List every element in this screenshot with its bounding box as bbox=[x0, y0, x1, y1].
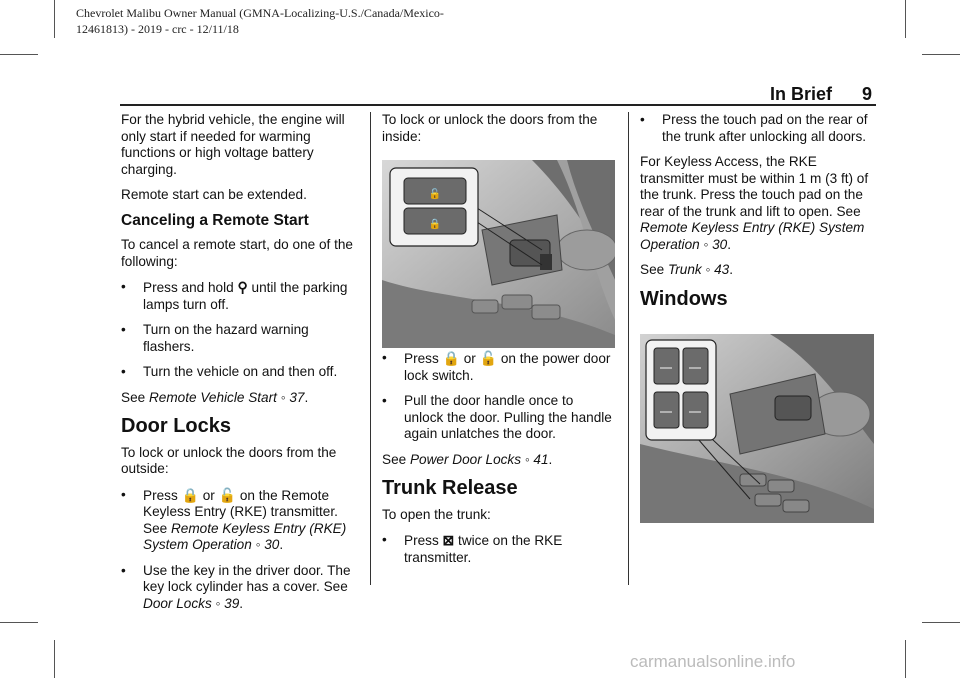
link-power-door-locks[interactable]: Power Door Locks bbox=[409, 451, 522, 467]
list-item: • Pull the door handle once to unlock the door. Pulling the handle again unlatches the door. bbox=[382, 393, 612, 441]
page-ref-icon: ◦ bbox=[255, 537, 261, 552]
door-lock-switch-illustration bbox=[382, 160, 615, 348]
section-title: In Brief bbox=[770, 84, 833, 104]
heading-windows: Windows bbox=[640, 287, 728, 310]
crop-mark bbox=[922, 622, 960, 623]
paragraph: To lock or unlock the doors from the inside: bbox=[382, 112, 598, 144]
column-divider bbox=[370, 112, 371, 585]
page-ref-icon: ◦ bbox=[280, 389, 286, 405]
paragraph: For the hybrid vehicle, the engine will only start if needed for warming functions or high voltage battery charging. bbox=[121, 112, 345, 177]
svg-text:🔒: 🔒 bbox=[428, 219, 442, 230]
list-item: • Press ⊠ twice on the RKE transmitter. bbox=[382, 532, 563, 565]
doc-header-line2: 12461813) - 2019 - crc - 12/11/18 bbox=[76, 22, 239, 36]
doc-header-line1: Chevrolet Malibu Owner Manual (GMNA-Localizing-U.S./Canada/Mexico- bbox=[76, 6, 444, 20]
bullet: • bbox=[382, 350, 387, 365]
paragraph: To open the trunk: bbox=[382, 506, 491, 522]
bullet: • bbox=[121, 322, 126, 337]
list-item: • Turn the vehicle on and then off. bbox=[121, 364, 338, 379]
list-item: • Press the touch pad on the rear of the trunk after unlocking all doors. bbox=[640, 112, 868, 144]
crop-mark bbox=[54, 0, 55, 38]
page-number: 9 bbox=[862, 84, 873, 104]
crop-mark bbox=[905, 640, 906, 678]
lock-icon: 🔒 bbox=[181, 486, 199, 503]
bullet: • bbox=[121, 486, 126, 502]
column-3 bbox=[640, 112, 876, 317]
link-trunk[interactable]: Trunk bbox=[667, 262, 702, 277]
link-door-locks[interactable]: Door Locks bbox=[143, 595, 212, 611]
link-remote-vehicle-start[interactable]: Remote Vehicle Start bbox=[148, 389, 277, 405]
bullet: • bbox=[382, 532, 387, 547]
bullet: • bbox=[121, 562, 126, 578]
heading-canceling-remote-start: Canceling a Remote Start bbox=[121, 211, 309, 229]
remote-start-icon: ⚲ bbox=[237, 279, 248, 295]
watermark: carmanualsonline.info bbox=[630, 652, 796, 671]
paragraph: Remote start can be extended. bbox=[121, 187, 307, 202]
paragraph: To cancel a remote start, do one of the following: bbox=[121, 237, 353, 269]
bullet: • bbox=[121, 279, 126, 294]
list-item: • Press and hold ⚲ until the parking lamps turn off. bbox=[121, 279, 348, 312]
paragraph: To lock or unlock the doors from the outside: bbox=[121, 444, 337, 476]
crop-mark bbox=[0, 622, 38, 623]
crop-mark bbox=[922, 54, 960, 55]
crop-mark bbox=[54, 640, 55, 678]
header-rule bbox=[120, 104, 876, 106]
cross-reference: See Power Door Locks ◦ 41. bbox=[382, 451, 553, 467]
unlock-icon: 🔓 bbox=[218, 486, 237, 503]
column-1 bbox=[121, 112, 359, 621]
crop-mark bbox=[0, 54, 38, 55]
link-rke-system-operation[interactable]: Remote Keyless Entry (RKE) System Operation bbox=[640, 220, 865, 252]
heading-trunk-release: Trunk Release bbox=[382, 477, 518, 499]
page-ref-icon: ◦ bbox=[215, 595, 221, 611]
unlock-icon: 🔓 bbox=[479, 350, 498, 366]
list-item: • Use the key in the driver door. The key lock cylinder has a cover. See Door Locks ◦ 39. bbox=[121, 562, 351, 611]
page-ref-icon: ◦ bbox=[524, 451, 530, 467]
page-ref-icon: ◦ bbox=[703, 236, 709, 252]
paragraph: For Keyless Access, the RKE transmitter must be within 1 m (3 ft) of the trunk. Press the touch pad on the rear of the trunk and lift to open. See Remote Keyless Entry (RKE) System Operation ◦ 30. bbox=[640, 154, 869, 252]
page-ref-icon: ◦ bbox=[705, 262, 711, 277]
cross-reference: See Trunk ◦ 43. bbox=[640, 262, 734, 277]
bullet: • bbox=[121, 364, 126, 379]
column-divider bbox=[628, 112, 629, 585]
trunk-icon: ⊠ bbox=[442, 532, 455, 548]
list-item: • Turn on the hazard warning flashers. bbox=[121, 322, 309, 354]
list-item: • Press 🔒 or 🔓 on the power door lock switch. bbox=[382, 350, 611, 383]
link-rke-system-operation[interactable]: Remote Keyless Entry (RKE) System Operation bbox=[143, 520, 347, 552]
window-switch-illustration bbox=[640, 334, 874, 523]
bullet: • bbox=[382, 393, 387, 408]
cross-reference: See Remote Vehicle Start ◦ 37. bbox=[121, 389, 309, 405]
bullet: • bbox=[640, 112, 645, 127]
crop-mark bbox=[905, 0, 906, 38]
lock-icon: 🔒 bbox=[442, 350, 460, 366]
heading-door-locks: Door Locks bbox=[121, 415, 232, 437]
svg-text:🔓: 🔓 bbox=[428, 189, 442, 200]
list-item: • Press 🔒 or 🔓 on the Remote Keyless Entry (RKE) transmitter. See Remote Keyless Entry (RKE) System Operation ◦ 30. bbox=[121, 486, 347, 552]
